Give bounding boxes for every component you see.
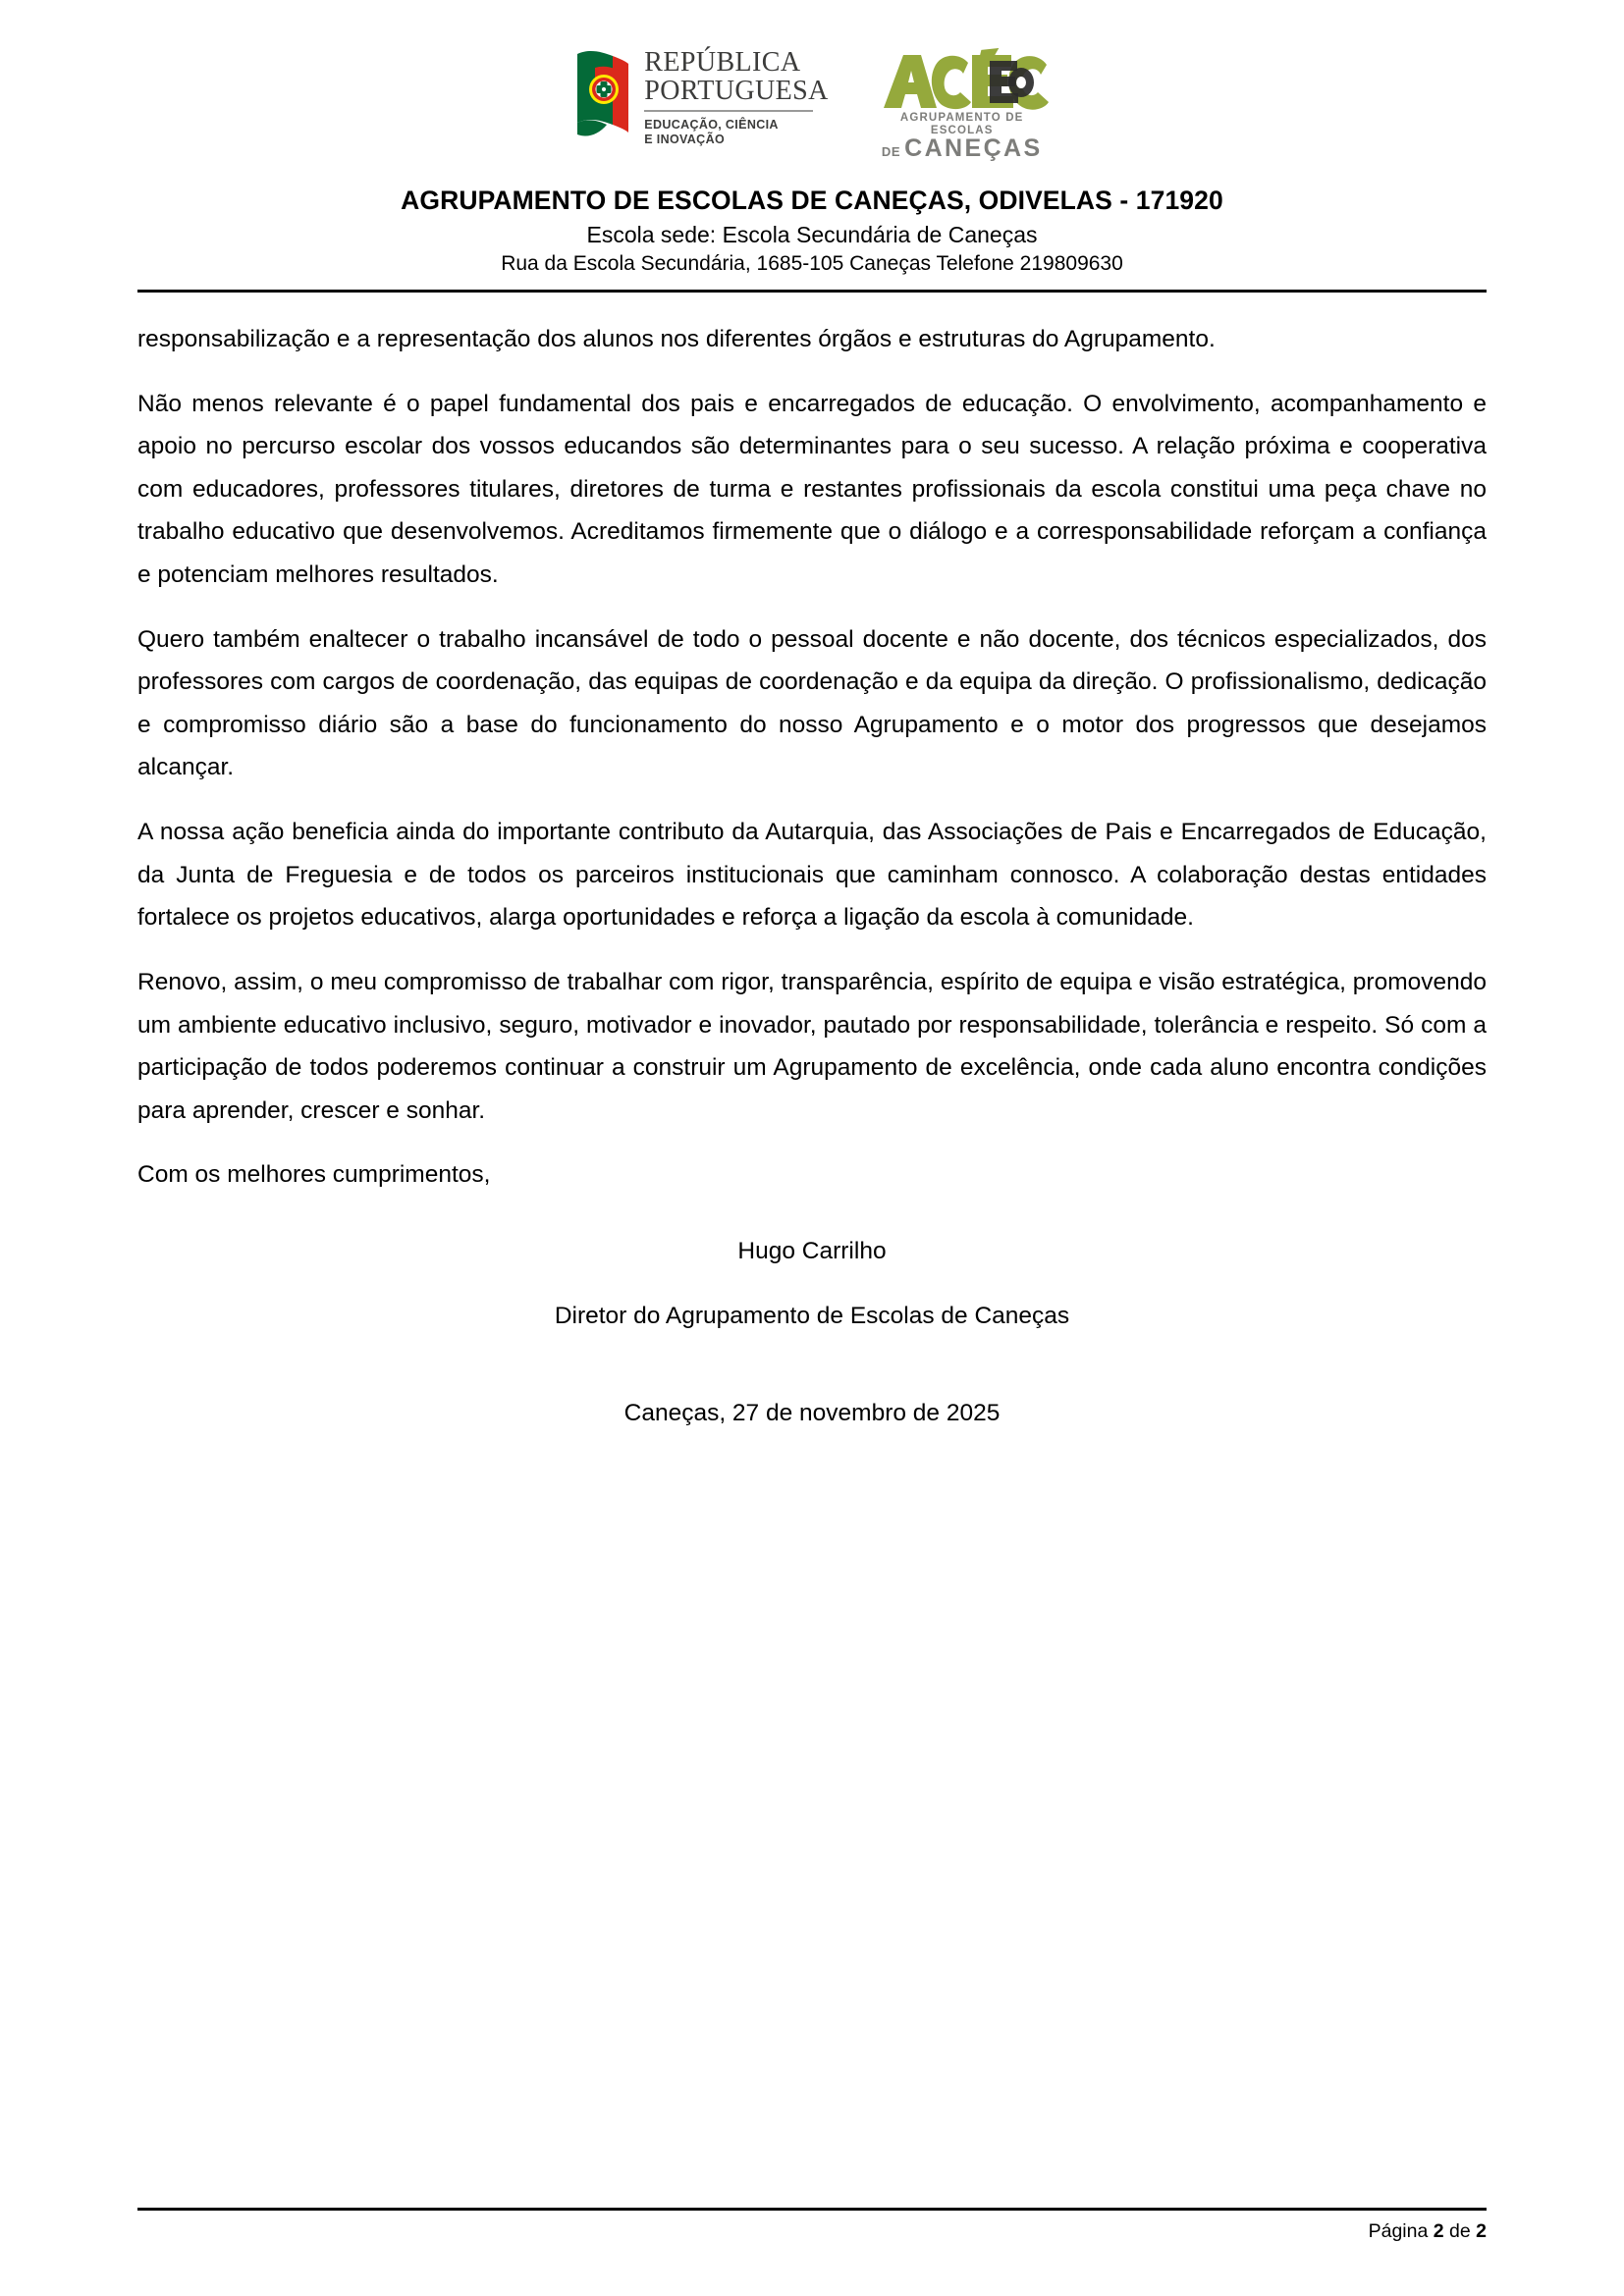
signature-block xyxy=(137,1230,1487,1435)
closing-line: Com os melhores cumprimentos, xyxy=(137,1161,491,1189)
ministry-line1: EDUCAÇÃO, CIÊNCIA xyxy=(644,118,779,133)
document-header xyxy=(0,0,1624,293)
paragraph: Não menos relevante é o papel fundamental dos pais e encarregados de educação. O envolvimento, acompanhamento e apoio no percurso escolar dos vossos educandos são determinantes para o seu sucesso. A relação próxima e cooperativa com educadores, professores titulares, diretores de turma e restantes profissionais da escola constitui uma peça chave no trabalho educativo que desenvolvemos. Acreditamos firmemente que o diálogo e a corresponsabilidade reforçam a confiança e potenciam melhores resultados. xyxy=(137,390,1487,589)
footer-page-label: Página xyxy=(1368,2220,1429,2242)
republica-wordmark-line1: REPÚBLICA xyxy=(644,47,801,78)
logo-row xyxy=(0,45,1624,173)
paragraph: Renovo, assim, o meu compromisso de trabalhar com rigor, transparência, espírito de equipa e visão estratégica, promovendo um ambiente educativo inclusivo, seguro, motivador e inovador, pautado por responsabilidade, tolerância e respeito. Só com a participação de todos poderemos continuar a construir um Agrupamento de excelência, onde cada aluno encontra condições para aprender, crescer e sonhar. xyxy=(137,968,1487,1124)
signature-role: Diretor do Agrupamento de Escolas de Caneças xyxy=(554,1302,1070,1329)
republica-wordmark-block xyxy=(644,45,828,148)
page-title: AGRUPAMENTO DE ESCOLAS DE CANEÇAS, ODIVELAS - 171920 xyxy=(401,186,1223,215)
portugal-flag-shield-icon xyxy=(573,48,630,142)
signature-name: Hugo Carrilho xyxy=(737,1237,887,1264)
footer-of-label: de xyxy=(1449,2220,1471,2242)
page-number-indicator xyxy=(137,2220,1487,2243)
aecc-monogram-icon xyxy=(874,47,1051,114)
header-title-block xyxy=(0,185,1624,278)
footer-page-total: 2 xyxy=(1476,2220,1487,2242)
republica-wordmark-line2: PORTUGUESA xyxy=(644,75,829,106)
aecc-subtitle-line2 xyxy=(874,136,1051,161)
agrupamento-escolas-canecas-logo xyxy=(874,45,1051,161)
document-footer xyxy=(137,2208,1487,2243)
paragraph: Quero também enaltecer o trabalho incansável de todo o pessoal docente e não docente, dos técnicos especializados, dos professores com cargos de coordenação, das equipas de coordenação e da equipa da direção. O profissionalismo, dedicação e compromisso diário são a base do funcionamento do nosso Agrupamento e o motor dos progressos que desejamos alcançar. xyxy=(137,625,1487,781)
document-body xyxy=(137,293,1487,1435)
header-subtitle: Escola sede: Escola Secundária de Caneças xyxy=(586,221,1038,247)
paragraph: responsabilização e a representação dos alunos nos diferentes órgãos e estruturas do Agrupamento. xyxy=(137,325,1216,352)
footer-page-number: 2 xyxy=(1433,2220,1444,2242)
place-and-date: Caneças, 27 de novembro de 2025 xyxy=(623,1400,1001,1427)
aecc-subtitle-name: CANEÇAS xyxy=(904,134,1043,163)
aecc-subtitle-de: DE xyxy=(881,144,901,160)
republica-divider xyxy=(644,110,813,112)
ministry-line2: E INOVAÇÃO xyxy=(644,133,726,147)
republica-portuguesa-logo xyxy=(573,45,828,148)
footer-divider xyxy=(137,2208,1487,2211)
paragraph: A nossa ação beneficia ainda do importante contributo da Autarquia, das Associações de Pais e Encarregados de Educação, da Junta de Freguesia e de todos os parceiros institucionais que caminham connosco. A colaboração destas entidades fortalece os projetos educativos, alarga oportunidades e reforça a ligação da escola à comunidade. xyxy=(137,819,1487,932)
aecc-subtitle-line1: AGRUPAMENTO DE ESCOLAS xyxy=(899,112,1024,136)
header-address: Rua da Escola Secundária, 1685-105 Caneças Telefone 219809630 xyxy=(501,252,1123,276)
